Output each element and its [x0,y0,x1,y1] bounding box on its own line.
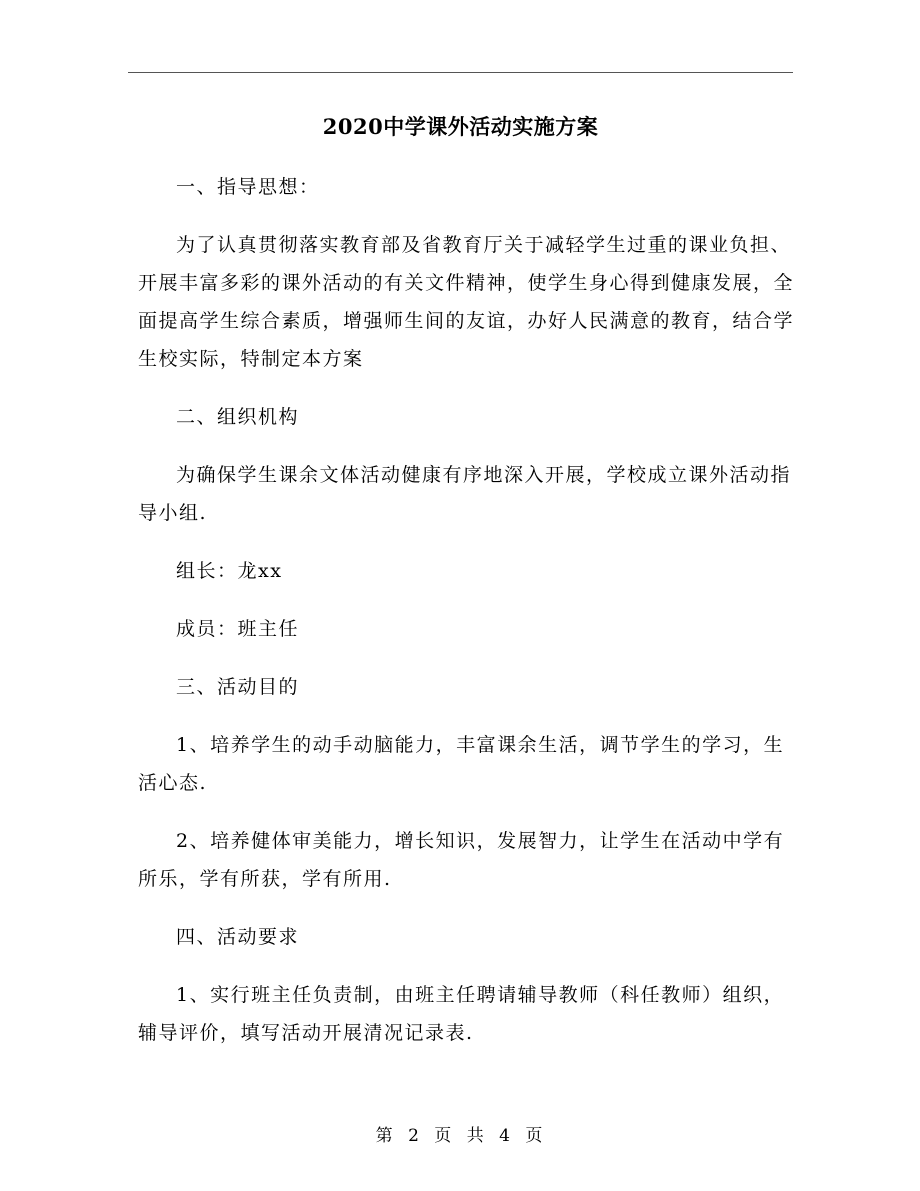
section-heading-purpose: 三、活动目的 [176,676,300,698]
section-heading-organization: 二、组织机构 [176,406,300,428]
paragraph-organization: 为确保学生课余文体活动健康有序地深入开展，学校成立课外活动指导小组. [138,464,792,524]
paragraph-purpose-2: 2、培养健体审美能力，增长知识，发展智力，让学生在活动中学有所乐，学有所获，学有所用. [138,830,785,890]
header-rule [128,72,793,73]
paragraph-group-leader: 组长：龙xx [176,560,283,582]
page-footer: 第 2 页 共 4 页 [375,1126,546,1146]
paragraph-requirements-1: 1、实行班主任负责制，由班主任聘请辅导教师（科任教师）组织，辅导评价，填写活动开展清况记录表. [138,984,785,1044]
section-heading-guiding-thought: 一、指导思想： [176,176,320,198]
paragraph-members: 成员：班主任 [176,618,300,640]
paragraph-purpose-1: 1、培养学生的动手动脑能力，丰富课余生活，调节学生的学习，生活心态. [138,734,785,794]
document-title: 2020中学课外活动实施方案 [322,114,599,139]
paragraph-guiding-thought: 为了认真贯彻落实教育部及省教育厅关于减轻学生过重的课业负担、开展丰富多彩的课外活动的有关文件精神，使学生身心得到健康发展，全面提高学生综合素质，增强师生间的友谊，办好人民满意的教育，结合学生校实际，特制定本方案 [138,234,795,370]
section-heading-requirements: 四、活动要求 [176,926,300,948]
document-body [138,168,800,1072]
